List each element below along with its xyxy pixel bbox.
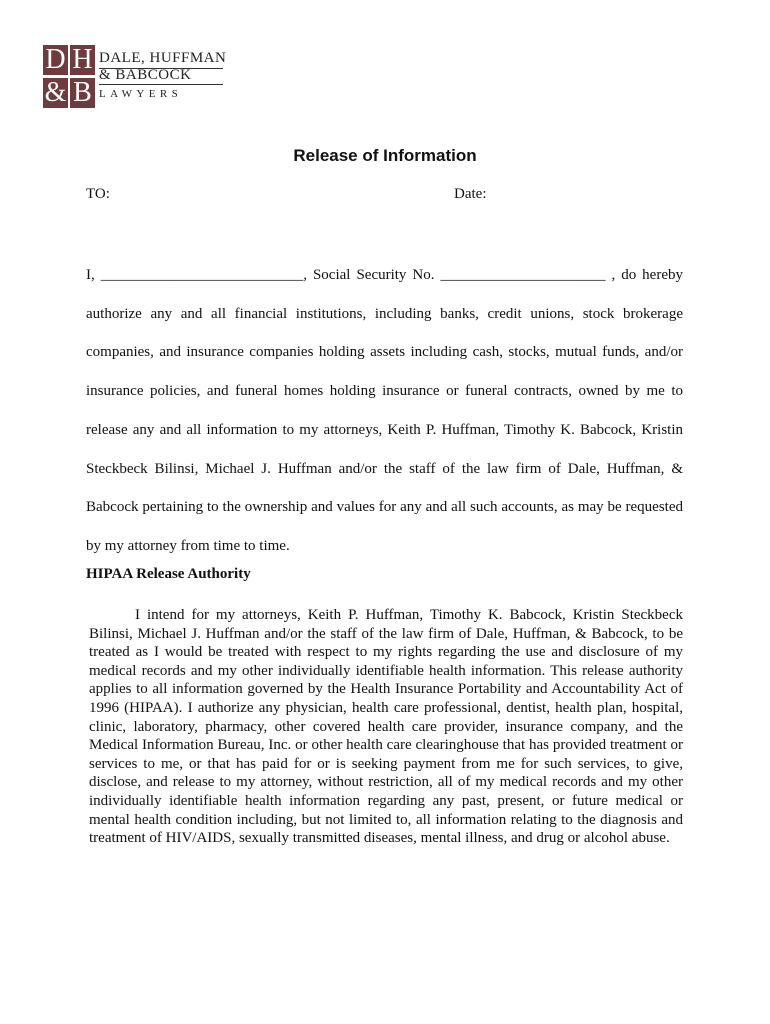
logo-letter-d: D — [43, 45, 68, 75]
authorization-paragraph: I, ___________________________, Social Security No. ______________________ , do hereby authorize any and all financial institutions, including banks, credit unions, stock brokerage companies, and insurance companies holding assets including cash, stocks, mutual funds, and/or insurance policies, and funeral homes holding insurance or funeral contracts, owned by me to release any and all information to my attorneys, Keith P. Huffman, Timothy K. Babcock, Kristin Steckbeck Bilinsi, Michael J. Huffman and/or the staff of the law firm of Dale, Huffman, & Babcock pertaining to the ownership and values for any and all such accounts, as may be requested by my attorney from time to time. — [86, 267, 683, 554]
document-title: Release of Information — [293, 146, 477, 165]
logo-letter-h: H — [70, 45, 95, 75]
logo-firm-name-line2: & BABCOCK — [99, 67, 192, 83]
hipaa-heading: HIPAA Release Authority — [86, 566, 251, 582]
logo-firm-name-line1: DALE, HUFFMAN — [99, 50, 227, 66]
logo-letter-b: B — [70, 78, 95, 108]
logo-ampersand: & — [44, 77, 67, 108]
date-label: Date: — [454, 186, 487, 202]
firm-logo — [43, 45, 233, 109]
logo-lawyers-label: LAWYERS — [99, 88, 183, 100]
logo-divider — [99, 84, 223, 85]
hipaa-paragraph: I intend for my attorneys, Keith P. Huffman, Timothy K. Babcock, Kristin Steckbeck Bilinsi, Michael J. Huffman and/or the staff of the law firm of Dale, Huffman, & Babcock, to be treated as I would be treated with respect to my rights regarding the use and disclosure of my medical records and my other individually identifiable health information. This release authority applies to all information governed by the Health Insurance Portability and Accountability Act of 1996 (HIPAA). I authorize any physician, health care professional, dentist, health plan, hospital, clinic, laboratory, pharmacy, other covered health care provider, insurance company, and the Medical Information Bureau, Inc. or other health care clearinghouse that has provided treatment or services to me, or that has paid for or is seeking payment from me for such services, to give, disclose, and release to my attorney, without restriction, all of my medical records and my other individually identifiable health information regarding any past, present, or future medical or mental health condition including, but not limited to, all information relating to the diagnosis and treatment of HIV/AIDS, sexually transmitted diseases, mental illness, and drug or alcohol abuse. — [89, 607, 683, 847]
to-label: TO: — [86, 186, 110, 202]
